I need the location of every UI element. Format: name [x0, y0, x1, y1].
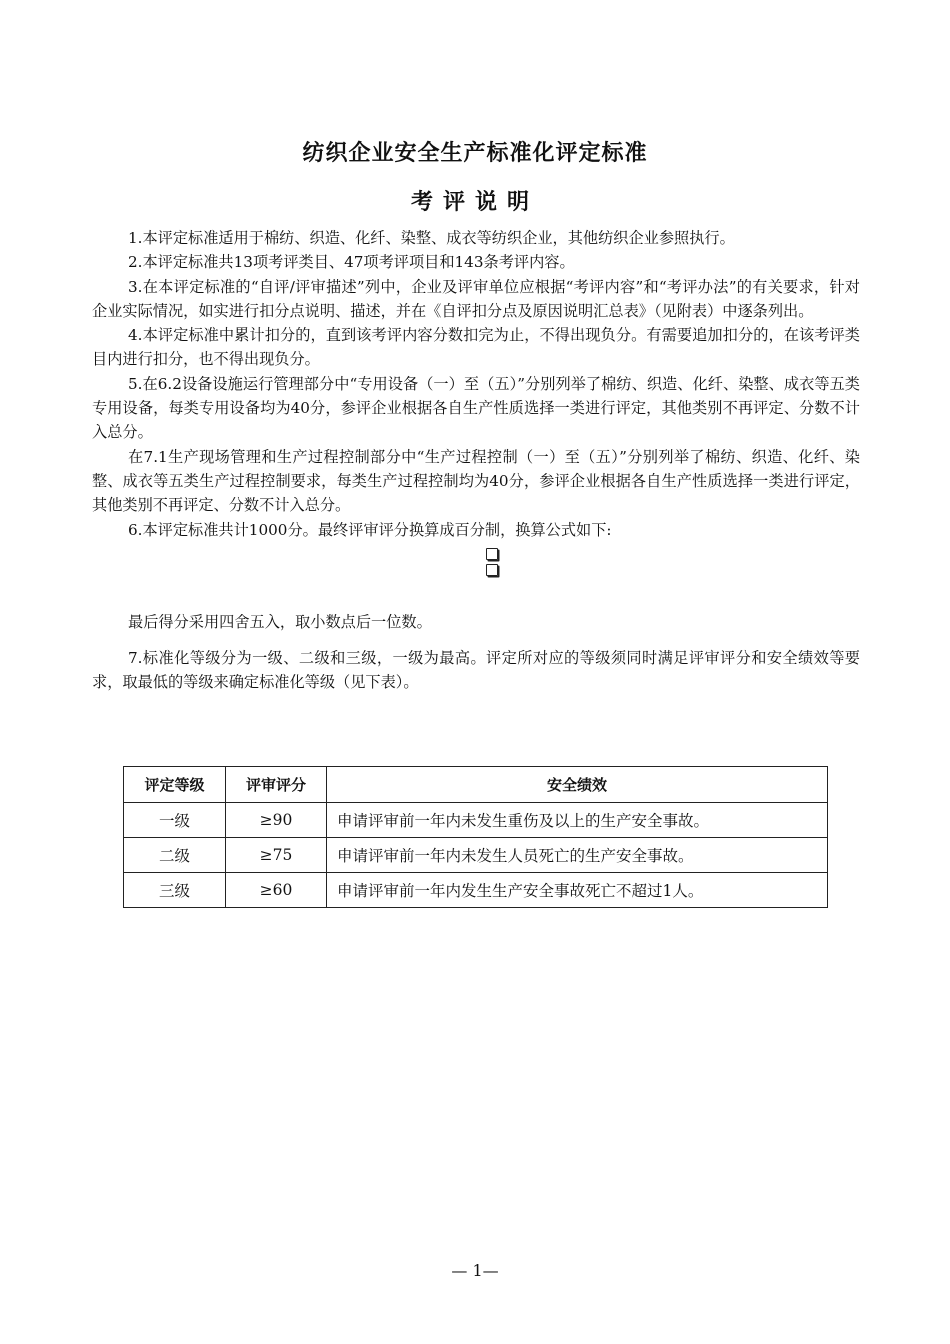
score-cell: ≥90 — [226, 803, 327, 838]
table-row — [124, 803, 828, 838]
section-subtitle: 考评说明 — [410, 190, 539, 215]
table-header-row — [124, 767, 828, 803]
grade-cell: 二级 — [124, 838, 226, 873]
document-title: 纺织企业安全生产标准化评定标准 — [302, 141, 648, 166]
table-row — [124, 873, 828, 908]
grade-table — [123, 766, 828, 908]
score-cell: ≥60 — [226, 873, 327, 908]
performance-cell: 申请评审前一年内未发生人员死亡的生产安全事故。 — [327, 838, 828, 873]
paragraph-5: 5.在6.2设备设施运行管理部分中“专用设备（一）至（五）”分别列举了棉纺、织造、化纤、染整、成衣等五类专用设备，每类专用设备均为40分，参评企业根据各自生产性质选择一类进行评定，其他类别不再评定、分数不计入总分。 — [92, 374, 860, 442]
header-grade: 评定等级 — [124, 767, 226, 803]
paragraph-7: 7.标准化等级分为一级、二级和三级，一级为最高。评定所对应的等级须同时满足评审评分和安全绩效等要求，取最低的等级来确定标准化等级（见下表）。 — [92, 649, 860, 692]
paragraph-6: 6.本评定标准共计1000分。最终评审评分换算成百分制，换算公式如下: — [128, 520, 612, 539]
grade-cell: 三级 — [124, 873, 226, 908]
header-score: 评审评分 — [226, 767, 327, 803]
grade-cell: 一级 — [124, 803, 226, 838]
header-performance: 安全绩效 — [327, 767, 828, 803]
performance-cell: 申请评审前一年内未发生重伤及以上的生产安全事故。 — [327, 803, 828, 838]
paragraph-1: 1.本评定标准适用于棉纺、织造、化纤、染整、成衣等纺织企业，其他纺织企业参照执行。 — [128, 229, 735, 247]
page-number: — 1— — [451, 1261, 499, 1280]
rounding-note: 最后得分采用四舍五入，取小数点后一位数。 — [128, 612, 432, 631]
paragraph-5-continued: 在7.1生产现场管理和生产过程控制部分中“生产过程控制（一）至（五）”分别列举了棉纺、织造、化纤、染整、成衣等五类生产过程控制要求，每类生产过程控制均为40分，参评企业根据各自生产性质选择一类进行评定，其他类别不再评定、分数不计入总分。 — [92, 447, 860, 515]
document-body — [92, 226, 860, 695]
formula-placeholder — [92, 542, 860, 610]
performance-cell: 申请评审前一年内发生生产安全事故死亡不超过1人。 — [327, 873, 828, 908]
paragraph-3: 3.在本评定标准的“自评/评审描述”列中，企业及评审单位应根据“考评内容”和“考评办法”的有关要求，针对企业实际情况，如实进行扣分点说明、描述，并在《自评扣分点及原因说明汇总表》（见附表）中逐条列出。 — [92, 277, 860, 320]
paragraph-2: 2.本评定标准共13项考评类目、47项考评项目和143条考评内容。 — [128, 253, 575, 272]
paragraph-4: 4.本评定标准中累计扣分的，直到该考评内容分数扣完为止，不得出现负分。有需要追加扣分的，在该考评类目内进行扣分，也不得出现负分。 — [92, 326, 860, 369]
table-row — [124, 838, 828, 873]
missing-image-icon — [486, 548, 500, 580]
score-cell: ≥75 — [226, 838, 327, 873]
